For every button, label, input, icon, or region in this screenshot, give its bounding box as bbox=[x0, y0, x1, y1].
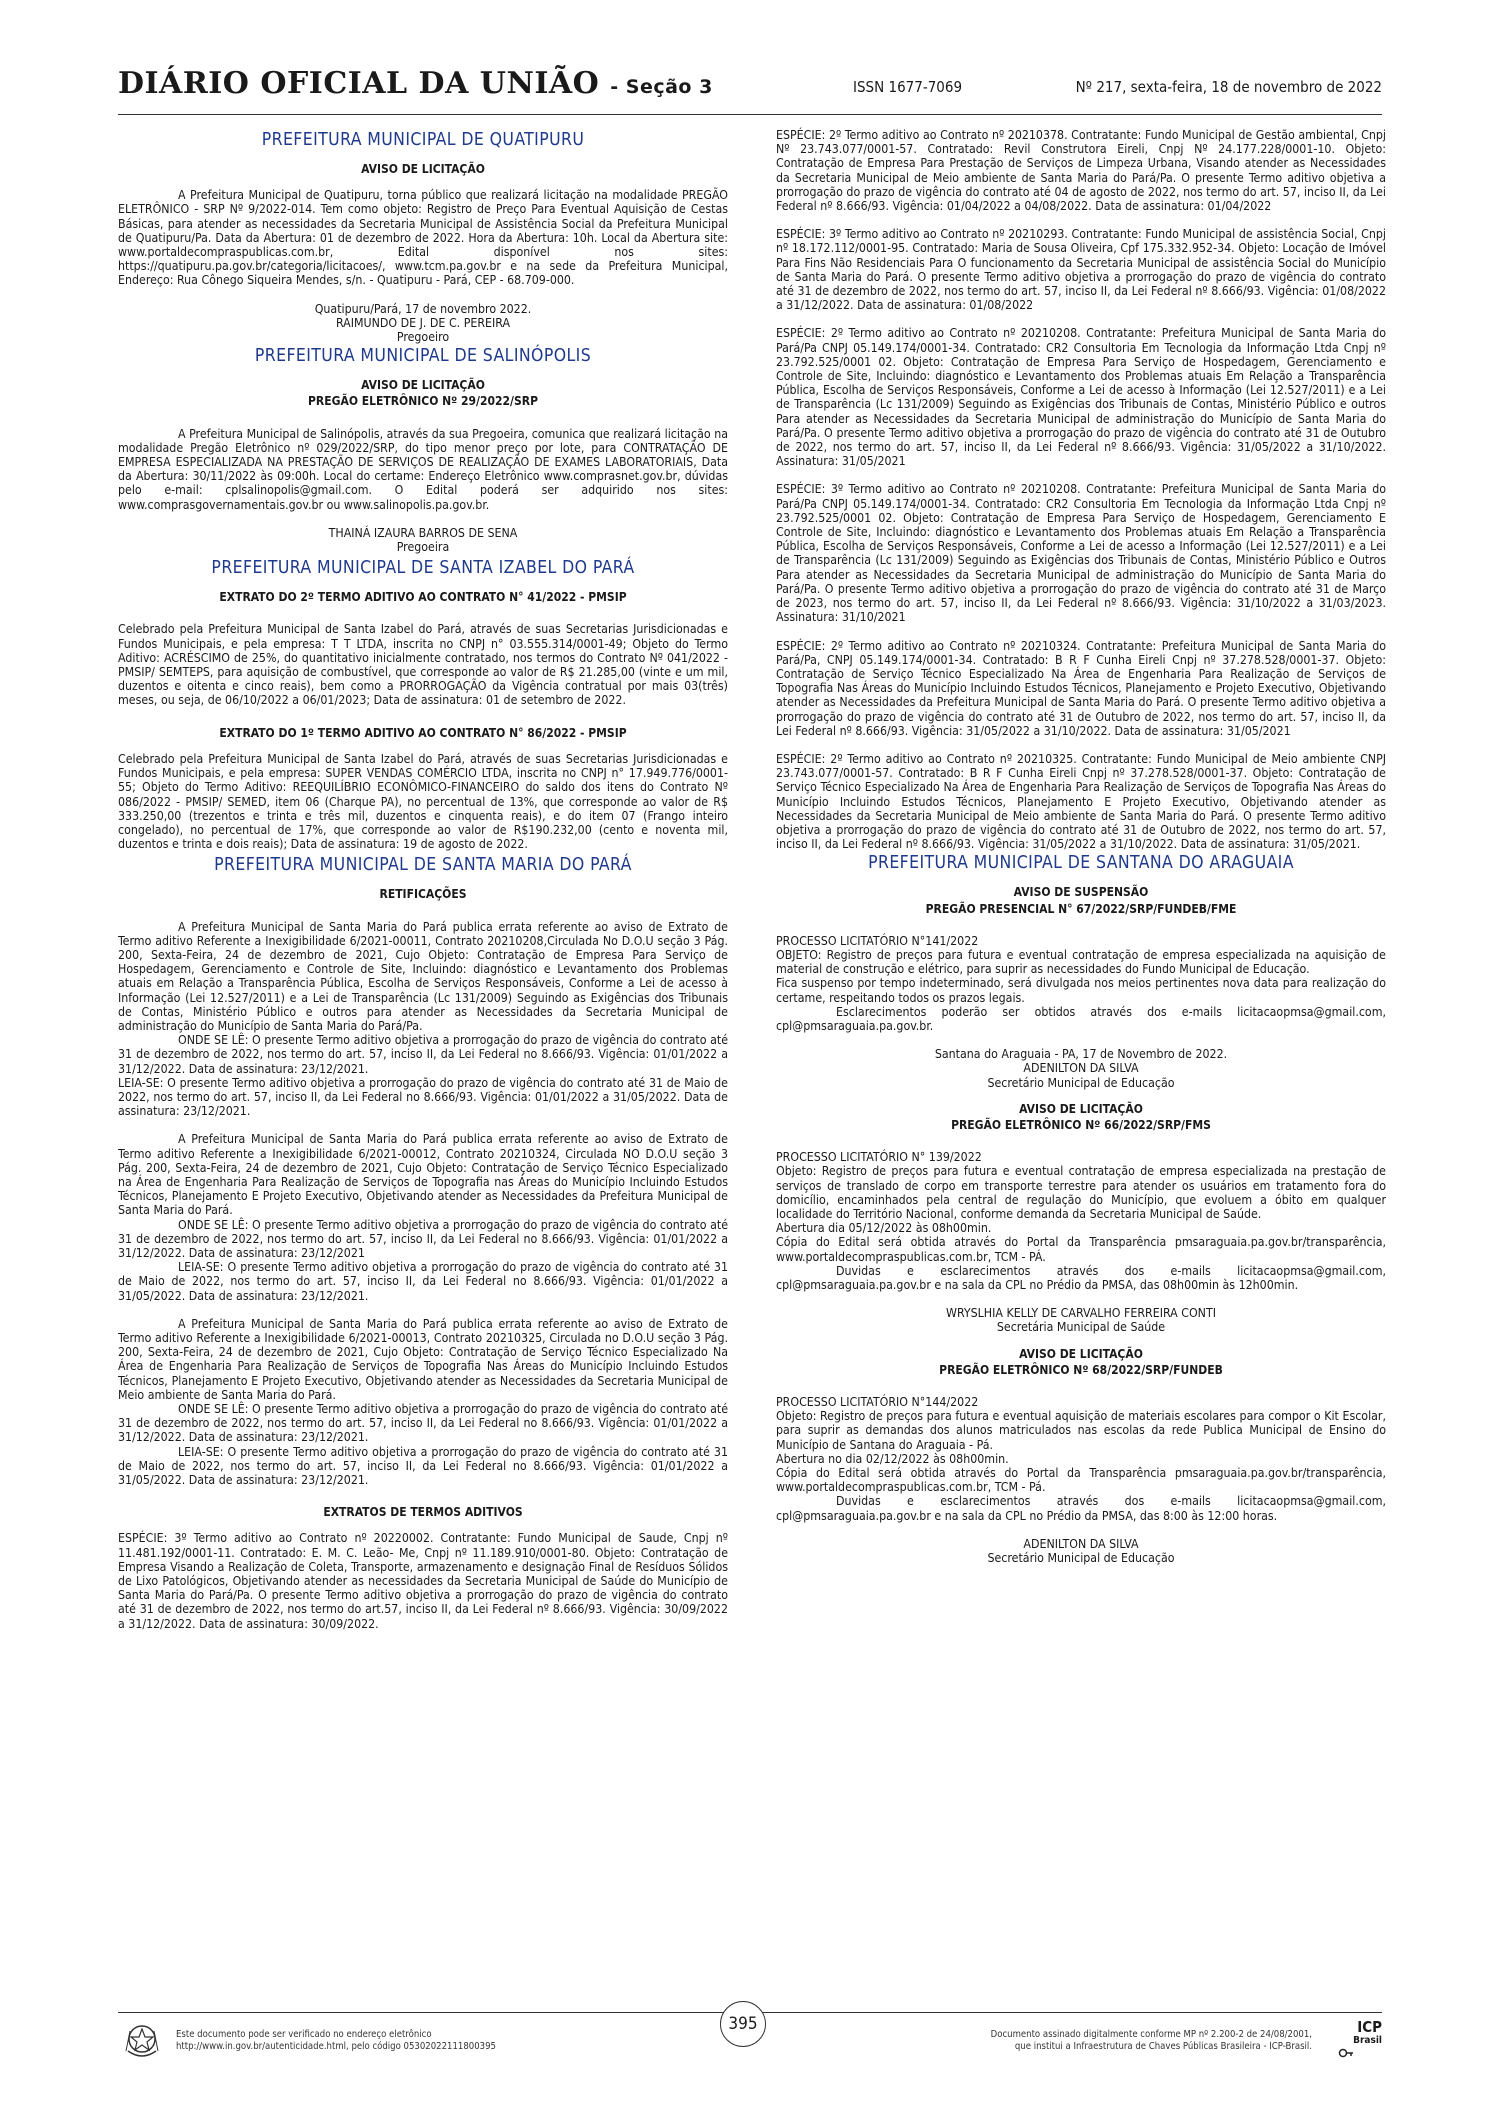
org-heading: PREFEITURA MUNICIPAL DE SANTA IZABEL DO PARÁ bbox=[211, 558, 635, 579]
notice-subtitle: PREGÃO ELETRÔNICO Nº 66/2022/SRP/FMS bbox=[951, 1117, 1211, 1132]
issn: ISSN 1677-7069 bbox=[853, 78, 963, 96]
signature-date: Santana do Araguaia - PA, 17 de Novembro de 2022. bbox=[934, 1047, 1228, 1062]
notice-body: Esclarecimentos poderão ser obtidos através dos e-mails licitacaopmsa@gmail.com, cpl@pmsaraguaia.pa.gov.br. bbox=[776, 1004, 1386, 1033]
notice-subtitle: PREGÃO ELETRÔNICO Nº 68/2022/SRP/FUNDEB bbox=[939, 1362, 1223, 1377]
process-number: PROCESSO LICITATÓRIO N° 139/2022 bbox=[776, 1150, 982, 1165]
errata-text: LEIA-SE: O presente Termo aditivo objetiva a prorrogação do prazo de vigência do contrato até 31 de Maio de 2022, nos termo do art. 57, inciso II, da Lei Federal no 8.666/93. Vigência: 01/01/2022 a 31/05/2022. Data de assinatura: 23/12/2021. bbox=[118, 1075, 728, 1119]
verification-link[interactable]: http://www.in.gov.br/autenticidade.html, pelo código 05302022111800395 bbox=[176, 2041, 496, 2052]
signature-role: Secretário Municipal de Educação bbox=[987, 1551, 1175, 1566]
notice-body: Celebrado pela Prefeitura Municipal de Santa Izabel do Pará, através de suas Secretarias Jurisdicionadas e Fundos Municipais, e pela empresa: SUPER VENDAS COMÉRCIO LTDA, inscrita no CNPJ n° 17.949.776/0001-55; Objeto do Termo Aditivo: REEQUILÍBRIO ECONÔMICO-FINANCEIRO do saldo dos itens do Contrato Nº 086/2022 - PMSIP/ SEMED, item 06 (Charque PA), no percentual de 13%, que corresponde ao valor de R$ 333.250,00 (trezentos e trinta e três mil, duzentos e cinquenta reais), e do item 07 (Frango inteiro congelado), no percentual de 17%, que corresponde ao valor de R$190.232,00 (cento e noventa mil, duzentos e trinta e dois reais); Data de assinatura: 19 de agosto de 2022. bbox=[118, 751, 728, 852]
notice-body: Duvidas e esclarecimentos através dos e-mails licitacaopmsa@gmail.com, cpl@pmsaraguaia.pa.gov.br e na sala da CPL no Prédio da PMSA, das 08h00min às 12h00min. bbox=[776, 1263, 1386, 1293]
signature-name: THAINÁ IZAURA BARROS DE SENA bbox=[328, 525, 518, 540]
signature-role: Pregoeiro bbox=[396, 330, 450, 345]
page-footer bbox=[118, 2012, 1382, 2073]
org-heading: PREFEITURA MUNICIPAL DE SANTANA DO ARAGUAIA bbox=[868, 853, 1294, 874]
edition-date: Nº 217, sexta-feira, 18 de novembro de 2022 bbox=[1075, 78, 1382, 96]
errata-text: ONDE SE LÊ: O presente Termo aditivo objetiva a prorrogação do prazo de vigência do contrato até 31 de dezembro de 2022, nos termo do art. 57, inciso II, da Lei Federal no 8.666/93. Vigência: 01/01/2022 a 31/12/2022. Data de assinatura: 23/12/2021. bbox=[118, 1033, 728, 1076]
notice-title: EXTRATO DO 1º TERMO ADITIVO AO CONTRATO N° 86/2022 - PMSIP bbox=[219, 725, 627, 740]
key-icon bbox=[1338, 2045, 1354, 2061]
notice-title: AVISO DE LICITAÇÃO bbox=[1019, 1101, 1143, 1116]
notice-body: A Prefeitura Municipal de Quatipuru, torna público que realizará licitação na modalidade PREGÃO ELETRÔNICO - SRP Nº 9/2022-014. Tem como objeto: Registro de Preço Para Eventual Aquisição de Cestas Básicas, para atender as necessidades da Secretaria Municipal de Assistência Social da Prefeitura Municipal de Quatipuru/Pa. Data da Abertura: 01 de dezembro de 2022. Hora da Abertura: 10h. Local da Abertura site: www.portaldecompraspublicas.com.br, Edital disponível nos sites: https://quatipuru.pa.gov.br/categoria/licitacoes/, www.tcm.pa.gov.br e na sede da Prefeitura Municipal, Endereço: Rua Cônego Siqueira Mendes, s/n. - Quatipuru - Pará, CEP - 68.709-000. bbox=[118, 188, 728, 288]
left-column bbox=[118, 128, 728, 1631]
verification-note: Este documento pode ser verificado no endereço eletrônico http://www.in.gov.br/autenticidade.html, pelo código 05302022111800395 bbox=[176, 2029, 496, 2052]
right-column bbox=[776, 128, 1386, 1565]
section-label: - Seção 3 bbox=[610, 76, 713, 98]
notice-body: OBJETO: Registro de preços para futura e eventual contratação de empresa especializada na aquisição de material de construção e elétrico, para suprir as necessidades do Fundo Municipal de Educação. bbox=[776, 947, 1386, 977]
org-heading: PREFEITURA MUNICIPAL DE SANTA MARIA DO PARÁ bbox=[214, 855, 632, 876]
page-header bbox=[118, 64, 1382, 115]
notice-body: Duvidas e esclarecimentos através dos e-mails licitacaopmsa@gmail.com, cpl@pmsaraguaia.pa.gov.br e na sala da CPL no Prédio da PMSA, das 8:00 às 12:00 horas. bbox=[776, 1494, 1386, 1523]
signature-name: ADENILTON DA SILVA bbox=[1023, 1061, 1139, 1076]
signature-name: RAIMUNDO DE J. DE C. PEREIRA bbox=[335, 315, 511, 330]
notice-body: ESPÉCIE: 3º Termo aditivo ao Contrato nº 20210208. Contratante: Prefeitura Municipal de Santa Maria do Pará/Pa CNPJ 05.149.174/0001-34. Contratado: CR2 Consultoria Em Tecnologia da Informação Ltda Cnpj nº 23.792.525/0001 02. Objeto: Contratação de Empresa Para Serviço de Hospedagem, Gerenciamento E Controle de Site, Incluindo: diagnóstico e Levantamento dos Problemas atuais Em Relação a Transparência Pública, Escolha de Serviços Responsáveis, Conforme a Lei de acesso a Informação (Lei 12.527/2011) e a Lei de Transparência (Lc 131/2009) Seguindo as Exigências dos Tribunais de Contas, Ministério Público e Outros Para atender as Necessidades da Secretaria Municipal de administração do Município de Santa Maria do Pará/Pa. O presente Termo aditivo objetiva a prorrogação do prazo de vigência do contrato até 31 de Março de 2023, nos termo do art. 57, inciso II, da Lei Federal nº 8.666/93. Vigência: 31/10/2022 a 31/03/2023. Assinatura: 31/10/2021 bbox=[776, 482, 1386, 625]
notice-body: Objeto: Registro de preços para futura e eventual aquisição de materiais escolares para compor o Kit Escolar, para suprir as demandas dos alunos matriculados nas escolas da rede Publica Municipal de Ensino do Município de Santana do Araguaia - Pá. bbox=[776, 1409, 1386, 1452]
notice-title: AVISO DE LICITAÇÃO bbox=[361, 162, 485, 176]
notice-subtitle: PREGÃO PRESENCIAL N° 67/2022/SRP/FUNDEB/FME bbox=[925, 901, 1237, 916]
signature-name: ADENILTON DA SILVA bbox=[1023, 1536, 1139, 1551]
signature-name: WRYSLHIA KELLY DE CARVALHO FERREIRA CONTI bbox=[946, 1306, 1216, 1321]
errata-text: LEIA-SE: O presente Termo aditivo objetiva a prorrogação do prazo de vigência do contrato até 31 de Maio de 2022, nos termo do art. 57, inciso II, da Lei Federal no 8.666/93. Vigência: 01/01/2022 a 31/05/2022. Data de assinatura: 23/12/2021. bbox=[118, 1444, 728, 1488]
signature-note: Documento assinado digitalmente conforme MP nº 2.200-2 de 24/08/2001, que institui a Infraestrutura de Chaves Públicas Brasileira - ICP-Brasil. bbox=[990, 2029, 1312, 2052]
brasil-label: Brasil bbox=[1353, 2035, 1382, 2046]
notice-body: ESPÉCIE: 2º Termo aditivo ao Contrato nº 20210325. Contratante: Fundo Municipal de Meio ambiente CNPJ 23.743.077/0001-57. Contratado: B R F Cunha Eireli Cnpj nº 37.278.528/0001-37. Objeto: Contratação de Serviço Técnico Especializado Na Área de Engenharia Para Realização de Serviços de Topografia Nas Áreas do Município Incluindo Estudos Técnicos, Planejamento E Projeto Executivo, Objetivando atender as Necessidades da Secretaria Municipal de Meio ambiente de Santa Maria do Pará. O presente Termo aditivo objetiva a prorrogação do prazo de vigência do contrato até 31 de Outubro de 2022, nos termo do art. 57, inciso II, da Lei Federal nº 8.666/93. Vigência: 31/05/2022 a 31/10/2022. Data de assinatura: 31/05/2021. bbox=[776, 751, 1386, 852]
page-number: 395 bbox=[720, 2001, 766, 2047]
notice-body: ESPÉCIE: 2º Termo aditivo ao Contrato nº 20210208. Contratante: Prefeitura Municipal de Santa Maria do Pará/Pa CNPJ 05.149.174/0001-34. Contratado: CR2 Consultoria Em Tecnologia da Informação Ltda Cnpj nº 23.792.525/0001 02. Objeto: Contratação de Empresa Para Serviço de Hospedagem, Gerenciamento e Controle de Site, Incluindo: diagnóstico e Levantamento dos Problemas atuais Em Relação a Transparência Pública, Escolha de Serviços Responsáveis, Conforme a Lei de acesso à Informação (Lei 12.527/2011) e a Lei de Transparência (Lc 131/2009) Seguindo as Exigências dos Tribunais de Contas, Ministério Público e outros Para atender as Necessidades da Secretaria Municipal de administração do Município de Santa Maria do Pará/Pa. O presente Termo aditivo objetiva a prorrogação do prazo de vigência do contrato até 31 de Outubro de 2022, nos termo do art. 57, inciso II, da Lei Federal nº 8.666/93. Vigência: 31/05/2022 a 31/10/2022. Assinatura: 31/05/2021 bbox=[776, 326, 1386, 469]
notice-title: RETIFICAÇÕES bbox=[379, 887, 467, 902]
notice-title: EXTRATOS DE TERMOS ADITIVOS bbox=[323, 1505, 523, 1520]
org-heading: PREFEITURA MUNICIPAL DE SALINÓPOLIS bbox=[254, 346, 592, 367]
errata-text: A Prefeitura Municipal de Santa Maria do Pará publica errata referente ao aviso de Extrato de Termo aditivo Referente a Inexigibilidade 6/2021-00011, Contrato 20210208,Circulada No D.O.U seção 3 Pág. 200, Sexta-Feira, 24 de dezembro de 2021, Cujo Objeto: Contratação de Empresa Para Serviço de Hospedagem, Gerenciamento e Controle de Site, Incluindo: diagnóstico e Levantamento dos Problemas atuais em Relação a Transparência Pública, Escolha de Serviços Responsáveis, Conforme a Lei de acesso à Informação (Lei 12.527/2011) e a Lei de Transparência (Lc 131/2009) Seguindo as Exigências dos Tribunais de Contas, Ministério Público e outros para atender as Necessidades da Secretaria Municipal de administração do Município de Santa Maria do Pará/Pa. bbox=[118, 919, 728, 1033]
icp-brasil-logo bbox=[1338, 2019, 1382, 2067]
notice-title: EXTRATO DO 2º TERMO ADITIVO AO CONTRATO N° 41/2022 - PMSIP bbox=[219, 590, 627, 605]
errata-text: A Prefeitura Municipal de Santa Maria do Pará publica errata referente ao aviso de Extrato de Termo aditivo Referente a Inexigibilidade 6/2021-00013, Contrato 20210325, Circulada no D.O.U seção 3 Pág. 200, Sexta-Feira, 24 de dezembro de 2021, Cujo Objeto: Contratação de Serviço Técnico Especializado Na Área de Engenharia Para Realização de Serviços de Topografia Nas Áreas do Município Incluindo Estudos Técnicos, Planejamento E Projeto Executivo, Objetivando atender as Necessidades da Secretaria Municipal de Meio ambiente de Santa Maria do Pará. bbox=[118, 1316, 728, 1402]
signature-role: Secretária Municipal de Saúde bbox=[996, 1320, 1166, 1335]
notice-body: Abertura no dia 02/12/2022 às 08h00min. bbox=[776, 1451, 1009, 1466]
org-heading: PREFEITURA MUNICIPAL DE QUATIPURU bbox=[261, 130, 585, 150]
journal-title: DIÁRIO OFICIAL DA UNIÃO - Seção 3 bbox=[118, 66, 713, 101]
signature-date: Quatipuru/Pará, 17 de novembro 2022. bbox=[314, 301, 532, 316]
errata-text: LEIA-SE: O presente Termo aditivo objetiva a prorrogação do prazo de vigência do contrato até 31 de Maio de 2022, nos termo do art. 57, inciso II, da Lei Federal no 8.666/93. Vigência: 01/01/2022 a 31/05/2022. Data de assinatura: 23/12/2021. bbox=[118, 1260, 728, 1303]
notice-body: Objeto: Registro de preços para futura e eventual contratação de empresa especializada na prestação de serviços de translado de corpo em transporte terrestre para atender os usuários em tratamento fora do domicílio, encaminhados pela central de regulação do Município, que evoluem a óbito em qualquer localidade do Território Nacional, conforme demanda da Secretaria Municipal de Saúde. bbox=[776, 1164, 1386, 1221]
errata-text: ONDE SE LÊ: O presente Termo aditivo objetiva a prorrogação do prazo de vigência do contrato até 31 de dezembro de 2022, nos termo do art. 57, inciso II, da Lei Federal no 8.666/93. Vigência: 01/01/2022 a 31/12/2022. Data de assinatura: 23/12/2021 bbox=[118, 1217, 728, 1260]
icp-label: ICP bbox=[1357, 2018, 1382, 2036]
errata-text: ONDE SE LÊ: O presente Termo aditivo objetiva a prorrogação do prazo de vigência do contrato até 31 de dezembro de 2022, nos termo do art. 57, inciso II, da Lei Federal no 8.666/93. Vigência: 01/01/2022 a 31/12/2022. Data de assinatura: 23/12/2021. bbox=[118, 1402, 728, 1445]
notice-body: ESPÉCIE: 2º Termo aditivo ao Contrato nº 20210324. Contratante: Prefeitura Municipal de Santa Maria do Pará/Pa, CNPJ 05.149.174/0001-34. Contratado: B R F Cunha Eireli Cnpj nº 37.278.528/0001-37. Objeto: Contratação de Serviço Técnico Especializado Na Área de Engenharia Para Realização de Serviços de Topografia Nas Áreas do Município Incluindo Estudos Técnicos, Planejamento e Projeto Executivo, Objetivando atender as Necessidades da Prefeitura Municipal de Santa Maria do Pará. O presente Termo aditivo objetiva a prorrogação do prazo de vigência do contrato até 31 de Outubro de 2022, nos termo do art. 57, inciso II, da Lei Federal nº 8.666/93. Vigência: 31/05/2022 a 31/10/2022. Data de assinatura: 31/05/2021 bbox=[776, 638, 1386, 738]
notice-body: ESPÉCIE: 3º Termo aditivo ao Contrato nº 20210293. Contratante: Fundo Municipal de assistência Social, Cnpj nº 18.172.112/0001-95. Contratado: Maria de Sousa Oliveira, Cpf 175.332.952-34. Objeto: Locação de Imóvel Para Fins Não Residenciais Para O funcionamento da Secretaria Municipal de assistência Social do Município de Santa Maria do Pará. O presente Termo aditivo objetiva a prorrogação do prazo de vigência do contrato até 31 de dezembro de 2022, nos termo do art. 57, inciso II, da Lei Federal nº 8.666/93. Vigência: 01/08/2022 a 31/12/2022. Data de assinatura: 01/08/2022 bbox=[776, 227, 1386, 313]
notice-title: AVISO DE LICITAÇÃO bbox=[361, 378, 485, 393]
notice-body: Cópia do Edital será obtida através do Portal da Transparência pmsaraguaia.pa.gov.br/transparência, www.portaldecompraspublicas.com.br, TCM - Pá. bbox=[776, 1466, 1386, 1495]
notice-body: Celebrado pela Prefeitura Municipal de Santa Izabel do Pará, através de suas Secretarias Jurisdicionadas e Fundos Municipais, e pela empresa: T T LTDA, inscrita no CNPJ n° 03.555.314/0001-49; Objeto do Termo Aditivo: ACRÉSCIMO de 25%, do quantitativo inicialmente contratado, nos termos do Contrato Nº 041/2022 - PMSIP/ SEMTEPS, para aquisição de combustível, que corresponde ao valor de R$ 21.285,00 (vinte e um mil, duzentos e oitenta e cinco reais), bem como a PRORROGAÇÃO da Vigência contratual por mais 03(três) meses, ou seja, de 06/10/2022 a 06/01/2023; Data de assinatura: 01 de setembro de 2022. bbox=[118, 622, 728, 708]
signature-role: Secretário Municipal de Educação bbox=[987, 1075, 1175, 1090]
notice-title: AVISO DE LICITAÇÃO bbox=[1019, 1346, 1143, 1361]
notice-title: AVISO DE SUSPENSÃO bbox=[1013, 885, 1149, 900]
notice-body: ESPÉCIE: 3º Termo aditivo ao Contrato nº 20220002. Contratante: Fundo Municipal de Saude, Cnpj nº 11.481.192/0001-11. Contratado: E. M. C. Leão- Me, Cnpj nº 11.189.910/0001-80. Objeto: Contratação de Empresa Visando a Realização de Coleta, Transporte, armazenamento e designação Final de Resíduos Sólidos de Lixo Patológicos, Objetivando atender as necessidades da Secretaria Municipal de Saúde do Município de Santa Maria do Pará/Pa. O presente Termo aditivo objetiva a prorrogação do prazo de vigência do contrato até 31 de dezembro de 2022, nos termo do art.57, inciso II, da Lei Federal nº 8.666/93. Vigência: 30/09/2022 a 31/12/2022. Data de assinatura: 30/09/2022. bbox=[118, 1531, 728, 1631]
notice-subtitle: PREGÃO ELETRÔNICO Nº 29/2022/SRP bbox=[308, 394, 538, 409]
notice-body: Cópia do Edital será obtida através do Portal da Transparência pmsaraguaia.pa.gov.br/transparência, www.portaldecompraspublicas.com.br, TCM - PÁ. bbox=[776, 1235, 1386, 1264]
notice-body: ESPÉCIE: 2º Termo aditivo ao Contrato nº 20210378. Contratante: Fundo Municipal de Gestão ambiental, Cnpj Nº 23.743.077/0001-57. Contratado: Revil Construtora Eireli, Cnpj Nº 24.177.228/0001-10. Objeto: Contratação de Empresa Para Prestação de Serviços de Limpeza Urbana, Visando atender as Necessidades da Secretaria Municipal de Meio ambiente de Santa Maria do Pará/Pa. O presente Termo aditivo objetiva a prorrogação do prazo de vigência do contrato até 04 de agosto de 2022, nos termo do art. 57, inciso II, da Lei Federal nº 8.666/93. Vigência: 01/04/2022 a 04/08/2022. Data de assinatura: 01/04/2022 bbox=[776, 128, 1386, 214]
signature-role: Pregoeira bbox=[396, 540, 450, 555]
notice-body: Abertura dia 05/12/2022 às 08h00min. bbox=[776, 1221, 992, 1236]
process-number: PROCESSO LICITATÓRIO N°141/2022 bbox=[776, 933, 979, 948]
process-number: PROCESSO LICITATÓRIO N°144/2022 bbox=[776, 1395, 979, 1410]
errata-text: A Prefeitura Municipal de Santa Maria do Pará publica errata referente ao aviso de Extrato de Termo aditivo Referente a Inexigibilidade 6/2021-00012, Contrato 20210324, Circulada NO D.O.U seção 3 Pág. 200, Sexta-Feira, 24 de dezembro de 2021, Cujo Objeto: Contratação de Serviço Técnico Especializado na Área de Engenharia Para Realização de Serviços de Topografia nas Áreas do Município Incluindo Estudos Técnicos, Planejamento E Projeto Executivo, Objetivando atender as Necessidades da Prefeitura Municipal de Santa Maria do Pará. bbox=[118, 1132, 728, 1218]
notice-body: Fica suspenso por tempo indeterminado, será divulgada nos meios pertinentes nova data para realização do certame, respeitando todos os prazos legais. bbox=[776, 976, 1386, 1005]
notice-body: A Prefeitura Municipal de Salinópolis, através da sua Pregoeira, comunica que realizará licitação na modalidade Pregão Eletrônico nº 029/2022/SRP, do tipo menor preço por lote, para CONTRATAÇÃO DE EMPRESA ESPECIALIZADA NA PRESTAÇÃO DE SERVIÇOS DE REALIZAÇÃO DE EXAMES LABORATORIAIS, Data da Abertura: 30/11/2022 às 09:00h. Local do certame: Endereço Eletrônico www.comprasnet.gov.br, dúvidas pelo e-mail: cplsalinopolis@gmail.com. O Edital poderá ser adquirido nos sites: www.comprasgovernamentais.gov.br ou www.salinopolis.pa.gov.br. bbox=[118, 426, 728, 512]
coat-of-arms-icon bbox=[122, 2021, 162, 2061]
